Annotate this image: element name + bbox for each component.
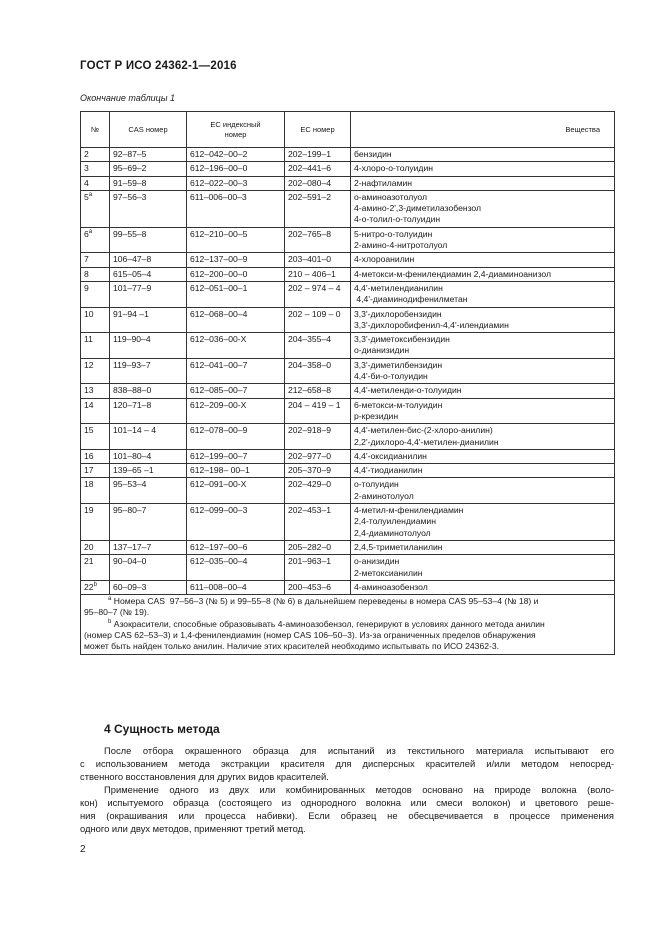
cell-ec-number: 202 – 974 – 4 — [285, 281, 351, 307]
substance-name: 5-нитро-о-толуидин — [354, 228, 433, 239]
column-header-ec-index — [187, 112, 285, 148]
row-number: 18 — [84, 479, 94, 490]
table-row — [81, 176, 615, 190]
substance-name: 4-аминоазобензол — [354, 581, 428, 592]
cell-ec-number: 205–370–9 — [285, 464, 351, 478]
table-row — [81, 333, 615, 359]
footnote-mark: a — [108, 596, 112, 603]
cell-number — [81, 253, 110, 267]
cell-cas-number: 95–53–4 — [110, 478, 187, 504]
paragraph-line: одного или двух методов, применяют третий метод. — [80, 823, 306, 834]
row-number: 11 — [84, 334, 93, 345]
cell-cas-number: 101–77–9 — [110, 281, 187, 307]
cell-cas-number: 97–56–3 — [110, 190, 187, 227]
row-number: 14 — [84, 399, 94, 410]
footnote-mark: a — [88, 192, 93, 199]
table-row — [81, 190, 615, 227]
table-row — [81, 253, 615, 267]
substance-name: о-дианизидин — [354, 345, 410, 356]
row-number: 8 — [84, 268, 89, 279]
substance-name: 3,3'-диметилбензидин — [354, 359, 443, 370]
table-row — [81, 540, 615, 554]
cell-number — [81, 176, 110, 190]
cell-number — [81, 540, 110, 554]
cell-cas-number: 90–04–0 — [110, 555, 187, 581]
cell-cas-number: 120–71–8 — [110, 398, 187, 424]
substance-name: 4-метокси-м-фенилендиамин 2,4-диаминоанизол — [354, 268, 552, 279]
page-number: 2 — [80, 844, 86, 855]
footnote-text: может быть найден только анилин. Наличие этих красителей необходимо испытывать по ИСО 24362-3. — [84, 641, 500, 652]
row-number: 10 — [84, 308, 94, 319]
paragraph-line: Применение одного из двух или комбинированных методов основано на природе волокна (воло- — [104, 784, 614, 795]
substance-name: 2-нафтиламин — [354, 177, 413, 188]
cell-number — [81, 580, 110, 594]
table-row — [81, 148, 615, 162]
row-number: 7 — [84, 254, 89, 265]
cell-number — [81, 464, 110, 478]
paragraph-line: ния (окрашивания или процесса набивки). Если образец не обесцвечивается в процессе применения — [80, 810, 614, 821]
cell-ec-index-number: 612–209–00-X — [187, 398, 285, 424]
substance-name: 4-о-толил-о-толуидин — [354, 214, 441, 225]
cell-substance — [351, 267, 615, 281]
cell-ec-number: 205–282–0 — [285, 540, 351, 554]
cell-cas-number: 119–90–4 — [110, 333, 187, 359]
cell-ec-index-number: 611–008–00–4 — [187, 580, 285, 594]
paragraph-line: кон) испытуемого образца (состоящего из однородного волокна или смеси волокон) и цветового реше- — [80, 797, 614, 808]
cell-substance — [351, 384, 615, 398]
substance-name: бензидин — [354, 149, 392, 159]
column-header-ec-index-label: ЕС индексный номер — [210, 119, 261, 139]
cell-ec-number: 202–591–2 — [285, 190, 351, 227]
cell-cas-number: 95–80–7 — [110, 504, 187, 541]
substance-name: 4,4'-оксидианилин — [354, 450, 427, 461]
cell-number — [81, 358, 110, 384]
cell-ec-index-number: 611–006–00–3 — [187, 190, 285, 227]
substance-name: 2-метоксианилин — [354, 567, 423, 578]
row-number: 6 — [84, 228, 89, 239]
cell-ec-number: 200–453–6 — [285, 580, 351, 594]
cell-substance — [351, 580, 615, 594]
substance-name: 4-метил-м-фенилендиамин — [354, 505, 464, 516]
table-row — [81, 281, 615, 307]
table-row — [81, 478, 615, 504]
table-row — [81, 227, 615, 253]
cell-substance — [351, 333, 615, 359]
table-row — [81, 307, 615, 333]
substance-name: 4,4'-би-о-толуидин — [354, 371, 428, 382]
cell-substance — [351, 253, 615, 267]
table-row — [81, 267, 615, 281]
cell-number — [81, 267, 110, 281]
cell-number — [81, 190, 110, 227]
cell-ec-number: 202–199–1 — [285, 148, 351, 162]
footnote-mark: b — [108, 618, 112, 625]
substance-name: р-крезидин — [354, 410, 399, 421]
cell-substance — [351, 162, 615, 176]
cell-ec-index-number: 612–199–00–7 — [187, 449, 285, 463]
footnote-text: (номер CAS 62–53–3) и 1,4-фенилендиамин (номер CAS 106–50–3). Из-за ограниченных пределов обнаружения — [84, 629, 536, 640]
table-row — [81, 449, 615, 463]
cell-ec-number: 204–355–4 — [285, 333, 351, 359]
paragraph-line: ственного восстановления для других видов красителей. — [80, 771, 329, 782]
cell-substance — [351, 504, 615, 541]
section-title: 4 Сущность метода — [104, 722, 220, 736]
cell-ec-index-number: 612–035–00–4 — [187, 555, 285, 581]
cell-number — [81, 424, 110, 450]
row-number: 15 — [84, 425, 94, 436]
cell-number — [81, 333, 110, 359]
cell-substance — [351, 449, 615, 463]
cell-ec-number: 202–080–4 — [285, 176, 351, 190]
cell-ec-index-number: 612–210–00–5 — [187, 227, 285, 253]
substance-name: 3,3'-дихлоробифенил-4,4'-илендиамин — [354, 319, 509, 330]
row-number: 13 — [84, 385, 94, 396]
row-number: 4 — [84, 177, 89, 188]
table-row — [81, 580, 615, 594]
substance-name: 4,4'-метиленди-о-толуидин — [354, 385, 462, 396]
table-row — [81, 398, 615, 424]
table-footnotes — [81, 595, 615, 654]
paragraph-line: После отбора окрашенного образца для испытаний из текстильного материала испытывают его — [104, 745, 614, 756]
row-number: 9 — [84, 282, 89, 293]
table-row — [81, 162, 615, 176]
table-header-row — [81, 112, 615, 148]
cell-cas-number: 91–94 –1 — [110, 307, 187, 333]
cell-ec-number: 202–453–1 — [285, 504, 351, 541]
cell-ec-index-number: 612–078–00–9 — [187, 424, 285, 450]
substance-name: 4,4'-метилен-бис-(2-хлоро-анилин) — [354, 425, 493, 436]
footnote-text: Азокрасители, способные образовывать 4-аминоазобензол, генерируют в условиях данного метода анилин — [113, 618, 545, 629]
column-header-substances: Вещества — [351, 112, 615, 148]
cell-substance — [351, 176, 615, 190]
cell-cas-number: 99–55–8 — [110, 227, 187, 253]
table-row — [81, 358, 615, 384]
cell-ec-index-number: 612–051–00–1 — [187, 281, 285, 307]
substance-name: о-анизидин — [354, 556, 400, 567]
row-number: 12 — [84, 359, 94, 370]
cell-substance — [351, 424, 615, 450]
cell-substance — [351, 307, 615, 333]
footnotes-row — [81, 595, 615, 654]
substance-name: 3,3'-диметоксибензидин — [354, 334, 450, 345]
footnote-line — [84, 607, 611, 618]
cell-ec-index-number: 612–085–00–7 — [187, 384, 285, 398]
cell-ec-index-number: 612–197–00–6 — [187, 540, 285, 554]
table-row — [81, 555, 615, 581]
cell-number — [81, 398, 110, 424]
cell-ec-number: 210 – 406–1 — [285, 267, 351, 281]
cell-ec-number: 202–977–0 — [285, 449, 351, 463]
cell-number — [81, 555, 110, 581]
cell-cas-number: 119–93–7 — [110, 358, 187, 384]
table-row — [81, 384, 615, 398]
row-number: 22 — [84, 581, 94, 592]
cell-ec-index-number: 612–137–00–9 — [187, 253, 285, 267]
table-caption: Окончание таблицы 1 — [80, 93, 175, 103]
cell-substance — [351, 464, 615, 478]
cell-ec-number: 204–358–0 — [285, 358, 351, 384]
substance-name: о-аминоазотолуол — [354, 191, 428, 202]
column-header-ec-number: ЕС номер — [285, 112, 351, 148]
cell-cas-number: 615–05–4 — [110, 267, 187, 281]
cell-substance — [351, 398, 615, 424]
row-number: 17 — [84, 465, 94, 476]
substance-name: 4-хлороанилин — [354, 254, 415, 265]
cell-ec-number: 202–441–6 — [285, 162, 351, 176]
table-body — [81, 148, 615, 595]
substance-name: 2,4-диаминотолуол — [354, 527, 431, 538]
substance-name: 3,3'-дихлоробензидин — [354, 308, 442, 319]
cell-ec-index-number: 612–196–00–0 — [187, 162, 285, 176]
cell-number — [81, 449, 110, 463]
cell-substance — [351, 148, 615, 162]
cell-ec-index-number: 612–042–00–2 — [187, 148, 285, 162]
cell-ec-index-number: 612–091–00-X — [187, 478, 285, 504]
cell-ec-index-number: 612–041–00–7 — [187, 358, 285, 384]
substance-name: 6-метокси-м-толуидин — [354, 399, 443, 410]
column-header-number: № — [81, 112, 110, 148]
cell-substance — [351, 227, 615, 253]
footnote-line — [84, 630, 611, 641]
cell-cas-number: 101–14 – 4 — [110, 424, 187, 450]
table-row — [81, 504, 615, 541]
substance-name: 4-хлоро-о-толуидин — [354, 163, 433, 174]
footnote-line — [84, 619, 611, 630]
cell-ec-index-number: 612–198– 00–1 — [187, 464, 285, 478]
cell-number — [81, 162, 110, 176]
cell-number — [81, 281, 110, 307]
footnote-line — [84, 596, 611, 607]
document-header: ГОСТ Р ИСО 24362-1—2016 — [80, 60, 237, 72]
substance-name: 4,4'-тиодианилин — [354, 465, 423, 476]
cell-substance — [351, 478, 615, 504]
cell-cas-number: 139–65 –1 — [110, 464, 187, 478]
cell-ec-number: 201–963–1 — [285, 555, 351, 581]
section-paragraph-1 — [80, 744, 614, 783]
cell-ec-number: 204 – 419 – 1 — [285, 398, 351, 424]
cell-substance — [351, 281, 615, 307]
cell-cas-number: 101–80–4 — [110, 449, 187, 463]
substance-name: 4-амино-2',3-диметилазобензол — [354, 203, 482, 214]
cell-substance — [351, 190, 615, 227]
cell-ec-number: 202 – 109 – 0 — [285, 307, 351, 333]
cell-substance — [351, 540, 615, 554]
cell-number — [81, 307, 110, 333]
cell-number — [81, 227, 110, 253]
cell-ec-number: 212–658–8 — [285, 384, 351, 398]
substance-name: 2,2'-дихлоро-4,4'-метилен-дианилин — [354, 436, 499, 447]
table-row — [81, 464, 615, 478]
cell-cas-number: 137–17–7 — [110, 540, 187, 554]
row-number: 19 — [84, 505, 94, 516]
cell-number — [81, 148, 110, 162]
cell-ec-number: 202–918–9 — [285, 424, 351, 450]
cell-number — [81, 504, 110, 541]
footnote-text: Номера CAS 97–56–3 (№ 5) и 99–55–8 (№ 6) в дальнейшем переведены в номера CAS 95–53–4 (№ 18) и — [113, 596, 539, 607]
cell-ec-number: 202–765–8 — [285, 227, 351, 253]
footnote-line — [84, 641, 611, 652]
cell-ec-index-number: 612–200–00–0 — [187, 267, 285, 281]
cell-cas-number: 91–59–8 — [110, 176, 187, 190]
row-number: 21 — [84, 556, 94, 567]
substance-name: 2,4-толуилендиамин — [354, 516, 436, 527]
footnote-text: 95–80–7 (№ 19). — [84, 607, 150, 618]
row-number: 5 — [84, 191, 89, 202]
cell-ec-number: 203–401–0 — [285, 253, 351, 267]
cell-cas-number: 60–09–3 — [110, 580, 187, 594]
substances-table — [80, 111, 615, 655]
cell-ec-index-number: 612–022–00–3 — [187, 176, 285, 190]
row-number: 2 — [84, 149, 89, 159]
cell-number — [81, 478, 110, 504]
substance-name: 4,4'-диаминодифенилметан — [354, 294, 468, 305]
column-header-cas: CAS номер — [110, 112, 187, 148]
cell-ec-index-number: 612–036–00-X — [187, 333, 285, 359]
substance-name: 2-аминотолуол — [354, 490, 414, 501]
footnote-mark: a — [88, 228, 93, 235]
cell-substance — [351, 358, 615, 384]
section-paragraph-2 — [80, 783, 614, 835]
footnote-mark: b — [93, 581, 97, 588]
paragraph-line: с использованием метода экстракции красителя для дисперсных красителей и/или методом непосред- — [80, 758, 614, 769]
cell-cas-number: 106–47–8 — [110, 253, 187, 267]
substance-name: о-толуидин — [354, 479, 399, 490]
cell-number — [81, 384, 110, 398]
row-number: 16 — [84, 450, 94, 461]
substance-name: 4,4'-метилендианилин — [354, 282, 443, 293]
substance-name: 2-амино-4-нитротолуол — [354, 240, 448, 251]
table-row — [81, 424, 615, 450]
cell-cas-number: 95–69–2 — [110, 162, 187, 176]
row-number: 3 — [84, 163, 89, 174]
cell-cas-number: 92–87–5 — [110, 148, 187, 162]
cell-ec-index-number: 612–099–00–3 — [187, 504, 285, 541]
cell-ec-index-number: 612–068–00–4 — [187, 307, 285, 333]
cell-ec-number: 202–429–0 — [285, 478, 351, 504]
cell-cas-number: 838–88–0 — [110, 384, 187, 398]
substance-name: 2,4,5-триметиланилин — [354, 541, 443, 552]
cell-substance — [351, 555, 615, 581]
row-number: 20 — [84, 541, 94, 552]
